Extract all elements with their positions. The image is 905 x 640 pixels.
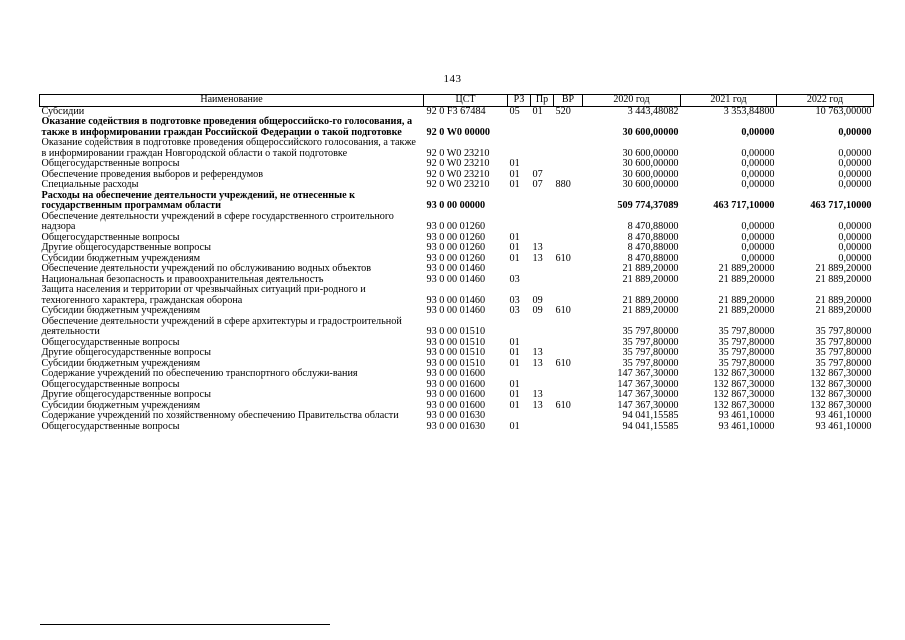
row-rz xyxy=(508,138,531,159)
row-amount-2022: 132 867,30000 xyxy=(810,368,872,379)
row-amount-2021: 132 867,30000 xyxy=(713,399,775,411)
row-name: Содержание учреждений по обеспечению транспортного обслужи-вания xyxy=(41,368,358,379)
row-amount-2022: 0,00000 xyxy=(838,126,872,138)
row-name: Обеспечение деятельности учреждений по обслуживанию водных объектов xyxy=(41,263,372,274)
row-amount-2021: 0,00000 xyxy=(741,242,775,253)
row-pr xyxy=(531,117,554,138)
table-row xyxy=(40,180,874,191)
table-row xyxy=(40,422,874,433)
row-amount-2022: 35 797,80000 xyxy=(815,336,872,348)
row-amount-2022: 0,00000 xyxy=(838,158,872,169)
row-amount-2021: 132 867,30000 xyxy=(713,368,775,379)
row-amount-2020: 35 797,80000 xyxy=(622,357,679,369)
row-amount-2020: 147 367,30000 xyxy=(617,389,679,400)
row-pr: 09 xyxy=(532,294,543,306)
row-name: Расходы на обеспечение деятельности учреждений, не отнесенные к государственным программам области xyxy=(41,189,356,211)
row-amount-2022: 93 461,10000 xyxy=(815,420,872,432)
row-vr xyxy=(554,233,583,244)
row-amount-2022: 21 889,20000 xyxy=(815,273,872,285)
row-vr xyxy=(554,338,583,349)
row-cst: 93 0 00 01600 xyxy=(426,368,486,379)
row-amount-2021: 463 717,10000 xyxy=(713,200,775,211)
row-cst: 93 0 00 01510 xyxy=(426,347,486,358)
row-pr: 13 xyxy=(532,252,543,264)
header-2022: 2022 год xyxy=(777,95,874,107)
row-rz: 03 xyxy=(509,305,520,316)
row-amount-2022: 0,00000 xyxy=(838,252,872,264)
row-vr xyxy=(554,264,583,275)
row-name: Общегосударственные вопросы xyxy=(41,378,180,390)
table-body xyxy=(40,106,874,432)
row-cst: 92 0 W0 00000 xyxy=(426,126,490,138)
row-rz: 01 xyxy=(509,158,520,169)
row-amount-2021: 35 797,80000 xyxy=(718,347,775,358)
row-amount-2020: 3 443,48082 xyxy=(627,105,679,117)
row-cst: 92 0 F3 67484 xyxy=(426,105,486,117)
table-row xyxy=(40,159,874,170)
row-amount-2020: 30 600,00000 xyxy=(622,179,679,190)
table-row xyxy=(40,317,874,338)
row-amount-2020: 21 889,20000 xyxy=(622,305,679,316)
row-amount-2021: 0,00000 xyxy=(741,126,775,138)
row-amount-2021: 21 889,20000 xyxy=(718,263,775,274)
row-amount-2021: 0,00000 xyxy=(741,147,775,159)
row-amount-2021: 21 889,20000 xyxy=(718,294,775,306)
row-name: Другие общегосударственные вопросы xyxy=(41,347,211,358)
row-name: Общегосударственные вопросы xyxy=(41,158,180,169)
row-amount-2020: 8 470,88000 xyxy=(627,242,679,253)
row-amount-2022: 0,00000 xyxy=(838,242,872,253)
row-amount-2021: 0,00000 xyxy=(741,179,775,190)
table-row xyxy=(40,138,874,159)
row-amount-2020: 35 797,80000 xyxy=(622,347,679,358)
header-cst: ЦСТ xyxy=(424,95,508,107)
table-row xyxy=(40,212,874,233)
row-vr xyxy=(554,275,583,286)
table-row xyxy=(40,264,874,275)
row-name: Обеспечение деятельности учреждений в сфере государственного строительного надзора xyxy=(41,210,394,232)
row-amount-2022: 0,00000 xyxy=(838,147,872,159)
row-cst: 93 0 00 01460 xyxy=(426,294,486,306)
row-name: Другие общегосударственные вопросы xyxy=(41,389,211,400)
row-cst: 92 0 W0 23210 xyxy=(426,147,490,159)
row-rz: 01 xyxy=(509,420,520,432)
header-2021: 2021 год xyxy=(681,95,777,107)
row-rz xyxy=(508,191,531,212)
table-row xyxy=(40,191,874,212)
row-amount-2020: 147 367,30000 xyxy=(617,368,679,379)
row-name: Оказание содействия в подготовке проведения общероссийско-го голосования, а также в информировании граждан Российской Федерации о такой подготовке xyxy=(41,116,413,138)
row-name: Оказание содействия в подготовке проведения общероссийского голосования, а также в информировании граждан Новгородской области о такой подготовке xyxy=(41,137,416,159)
row-cst: 93 0 00 01510 xyxy=(426,357,486,369)
row-amount-2020: 30 600,00000 xyxy=(622,158,679,169)
row-rz: 05 xyxy=(509,105,520,117)
row-cst: 93 0 00 01510 xyxy=(426,326,486,337)
row-rz xyxy=(508,264,531,275)
row-rz: 03 xyxy=(509,273,520,285)
row-vr xyxy=(554,369,583,380)
row-rz xyxy=(508,317,531,338)
row-vr xyxy=(554,117,583,138)
row-amount-2022: 35 797,80000 xyxy=(815,347,872,358)
row-pr xyxy=(531,317,554,338)
row-amount-2022: 132 867,30000 xyxy=(810,399,872,411)
row-cst: 93 0 00 01510 xyxy=(426,336,486,348)
row-amount-2021: 93 461,10000 xyxy=(718,410,775,421)
row-pr xyxy=(531,422,554,433)
row-amount-2020: 509 774,37089 xyxy=(617,200,679,211)
row-amount-2022: 21 889,20000 xyxy=(815,294,872,306)
row-vr: 610 xyxy=(555,252,571,264)
row-amount-2021: 0,00000 xyxy=(741,168,775,180)
row-name: Другие общегосударственные вопросы xyxy=(41,242,211,253)
row-vr xyxy=(554,390,583,401)
row-vr: 880 xyxy=(555,179,571,190)
row-vr xyxy=(554,191,583,212)
row-amount-2021: 35 797,80000 xyxy=(718,357,775,369)
row-vr: 610 xyxy=(555,399,571,411)
row-vr xyxy=(554,411,583,422)
row-cst: 93 0 00 01260 xyxy=(426,252,486,264)
row-pr xyxy=(531,191,554,212)
row-rz xyxy=(508,411,531,422)
row-amount-2020: 94 041,15585 xyxy=(622,410,679,421)
row-cst: 93 0 00 01600 xyxy=(426,389,486,400)
table-row xyxy=(40,411,874,422)
row-name: Субсидии бюджетным учреждениям xyxy=(41,252,201,264)
row-pr: 13 xyxy=(532,347,543,358)
table-row xyxy=(40,285,874,306)
row-amount-2022: 0,00000 xyxy=(838,231,872,243)
budget-table xyxy=(39,94,874,432)
row-amount-2021: 0,00000 xyxy=(741,158,775,169)
row-cst: 93 0 00 01460 xyxy=(426,263,486,274)
row-cst: 93 0 00 01260 xyxy=(426,231,486,243)
row-amount-2021: 35 797,80000 xyxy=(718,326,775,337)
row-vr: 610 xyxy=(555,357,571,369)
row-vr xyxy=(554,212,583,233)
row-cst: 93 0 00 01630 xyxy=(426,420,486,432)
row-cst: 93 0 00 01260 xyxy=(426,221,486,232)
header-pr: Пр xyxy=(531,95,554,107)
row-rz: 01 xyxy=(509,389,520,400)
row-pr: 13 xyxy=(532,242,543,253)
row-rz xyxy=(508,117,531,138)
row-name: Субсидии xyxy=(41,105,85,117)
row-amount-2022: 0,00000 xyxy=(838,221,872,232)
row-amount-2020: 147 367,30000 xyxy=(617,399,679,411)
row-amount-2022: 21 889,20000 xyxy=(815,263,872,274)
row-amount-2020: 35 797,80000 xyxy=(622,336,679,348)
row-amount-2021: 0,00000 xyxy=(741,231,775,243)
row-amount-2021: 93 461,10000 xyxy=(718,420,775,432)
row-pr: 07 xyxy=(532,179,543,190)
row-rz: 01 xyxy=(509,252,520,264)
row-cst: 93 0 00 01460 xyxy=(426,305,486,316)
row-amount-2021: 3 353,84800 xyxy=(723,105,775,117)
table-row xyxy=(40,390,874,401)
row-rz: 01 xyxy=(509,168,520,180)
row-amount-2022: 35 797,80000 xyxy=(815,357,872,369)
row-cst: 92 0 W0 23210 xyxy=(426,179,490,190)
row-vr: 610 xyxy=(555,305,571,316)
row-amount-2021: 35 797,80000 xyxy=(718,336,775,348)
row-cst: 92 0 W0 23210 xyxy=(426,168,490,180)
row-amount-2022: 0,00000 xyxy=(838,168,872,180)
row-amount-2021: 0,00000 xyxy=(741,221,775,232)
row-vr xyxy=(554,348,583,359)
row-amount-2021: 0,00000 xyxy=(741,252,775,264)
row-amount-2022: 10 763,00000 xyxy=(815,105,872,117)
row-rz: 01 xyxy=(509,378,520,390)
row-pr xyxy=(531,275,554,286)
row-rz: 01 xyxy=(509,242,520,253)
row-pr xyxy=(531,411,554,422)
row-vr xyxy=(554,159,583,170)
table-row xyxy=(40,369,874,380)
row-name: Общегосударственные вопросы xyxy=(41,336,180,348)
row-name: Общегосударственные вопросы xyxy=(41,420,180,432)
footnote-divider xyxy=(40,624,330,625)
row-cst: 93 0 00 01260 xyxy=(426,242,486,253)
row-name: Субсидии бюджетным учреждениям xyxy=(41,357,201,369)
row-pr: 13 xyxy=(532,357,543,369)
row-pr: 13 xyxy=(532,389,543,400)
row-vr xyxy=(554,285,583,306)
row-rz: 01 xyxy=(509,357,520,369)
page-number: 143 xyxy=(443,73,462,85)
row-vr xyxy=(554,138,583,159)
row-cst: 93 0 00 01630 xyxy=(426,410,486,421)
row-vr: 520 xyxy=(555,105,571,117)
row-amount-2022: 463 717,10000 xyxy=(810,200,872,211)
table-row xyxy=(40,117,874,138)
row-amount-2020: 21 889,20000 xyxy=(622,294,679,306)
header-rz: РЗ xyxy=(508,95,531,107)
row-amount-2020: 8 470,88000 xyxy=(627,252,679,264)
row-amount-2020: 8 470,88000 xyxy=(627,231,679,243)
row-rz: 01 xyxy=(509,399,520,411)
row-amount-2020: 30 600,00000 xyxy=(622,126,679,138)
row-rz: 01 xyxy=(509,336,520,348)
table-row xyxy=(40,243,874,254)
row-amount-2020: 35 797,80000 xyxy=(622,326,679,337)
row-amount-2020: 94 041,15585 xyxy=(622,420,679,432)
row-amount-2020: 21 889,20000 xyxy=(622,273,679,285)
row-amount-2020: 21 889,20000 xyxy=(622,263,679,274)
row-rz xyxy=(508,212,531,233)
row-amount-2022: 0,00000 xyxy=(838,179,872,190)
header-2020: 2020 год xyxy=(583,95,681,107)
row-vr xyxy=(554,243,583,254)
row-rz: 01 xyxy=(509,179,520,190)
row-name: Обеспечение проведения выборов и референдумов xyxy=(41,168,264,180)
table-row xyxy=(40,306,874,317)
row-amount-2021: 21 889,20000 xyxy=(718,273,775,285)
row-pr: 07 xyxy=(532,168,543,180)
row-amount-2021: 132 867,30000 xyxy=(713,389,775,400)
row-name: Содержание учреждений по хозяйственному обеспечению Правительства области xyxy=(41,410,399,421)
row-vr xyxy=(554,380,583,391)
row-rz: 01 xyxy=(509,347,520,358)
row-vr xyxy=(554,422,583,433)
row-amount-2022: 21 889,20000 xyxy=(815,305,872,316)
row-amount-2020: 147 367,30000 xyxy=(617,378,679,390)
header-vr: ВР xyxy=(554,95,583,107)
row-vr xyxy=(554,317,583,338)
row-cst: 93 0 00 01460 xyxy=(426,273,486,285)
row-name: Специальные расходы xyxy=(41,179,139,190)
row-amount-2022: 132 867,30000 xyxy=(810,389,872,400)
row-pr: 13 xyxy=(532,399,543,411)
row-pr xyxy=(531,159,554,170)
row-name: Субсидии бюджетным учреждениям xyxy=(41,399,201,411)
row-name: Защита населения и территории от чрезвычайных ситуаций при-родного и техногенного характера, гражданская оборона xyxy=(41,284,366,306)
row-name: Субсидии бюджетным учреждениям xyxy=(41,305,201,316)
row-cst: 93 0 00 00000 xyxy=(426,200,486,211)
table-row xyxy=(40,348,874,359)
row-amount-2021: 132 867,30000 xyxy=(713,378,775,390)
row-amount-2022: 93 461,10000 xyxy=(815,410,872,421)
row-amount-2022: 132 867,30000 xyxy=(810,378,872,390)
row-cst: 93 0 00 01600 xyxy=(426,378,486,390)
row-amount-2020: 30 600,00000 xyxy=(622,168,679,180)
row-amount-2021: 21 889,20000 xyxy=(718,305,775,316)
row-rz: 01 xyxy=(509,231,520,243)
table-header-row xyxy=(40,95,874,107)
row-amount-2020: 30 600,00000 xyxy=(622,147,679,159)
row-rz xyxy=(508,369,531,380)
row-cst: 92 0 W0 23210 xyxy=(426,158,490,169)
row-name: Общегосударственные вопросы xyxy=(41,231,180,243)
row-pr xyxy=(531,264,554,275)
row-pr: 09 xyxy=(532,305,543,316)
row-pr: 01 xyxy=(532,105,543,117)
row-name: Национальная безопасность и правоохранительная деятельность xyxy=(41,273,324,285)
row-pr xyxy=(531,369,554,380)
row-pr xyxy=(531,212,554,233)
header-name: Наименование xyxy=(40,95,424,107)
row-amount-2022: 35 797,80000 xyxy=(815,326,872,337)
row-name: Обеспечение деятельности учреждений в сфере архитектуры и градостроительной деятельности xyxy=(41,315,402,337)
row-pr xyxy=(531,138,554,159)
row-rz: 03 xyxy=(509,294,520,306)
row-amount-2020: 8 470,88000 xyxy=(627,221,679,232)
row-cst: 93 0 00 01600 xyxy=(426,399,486,411)
